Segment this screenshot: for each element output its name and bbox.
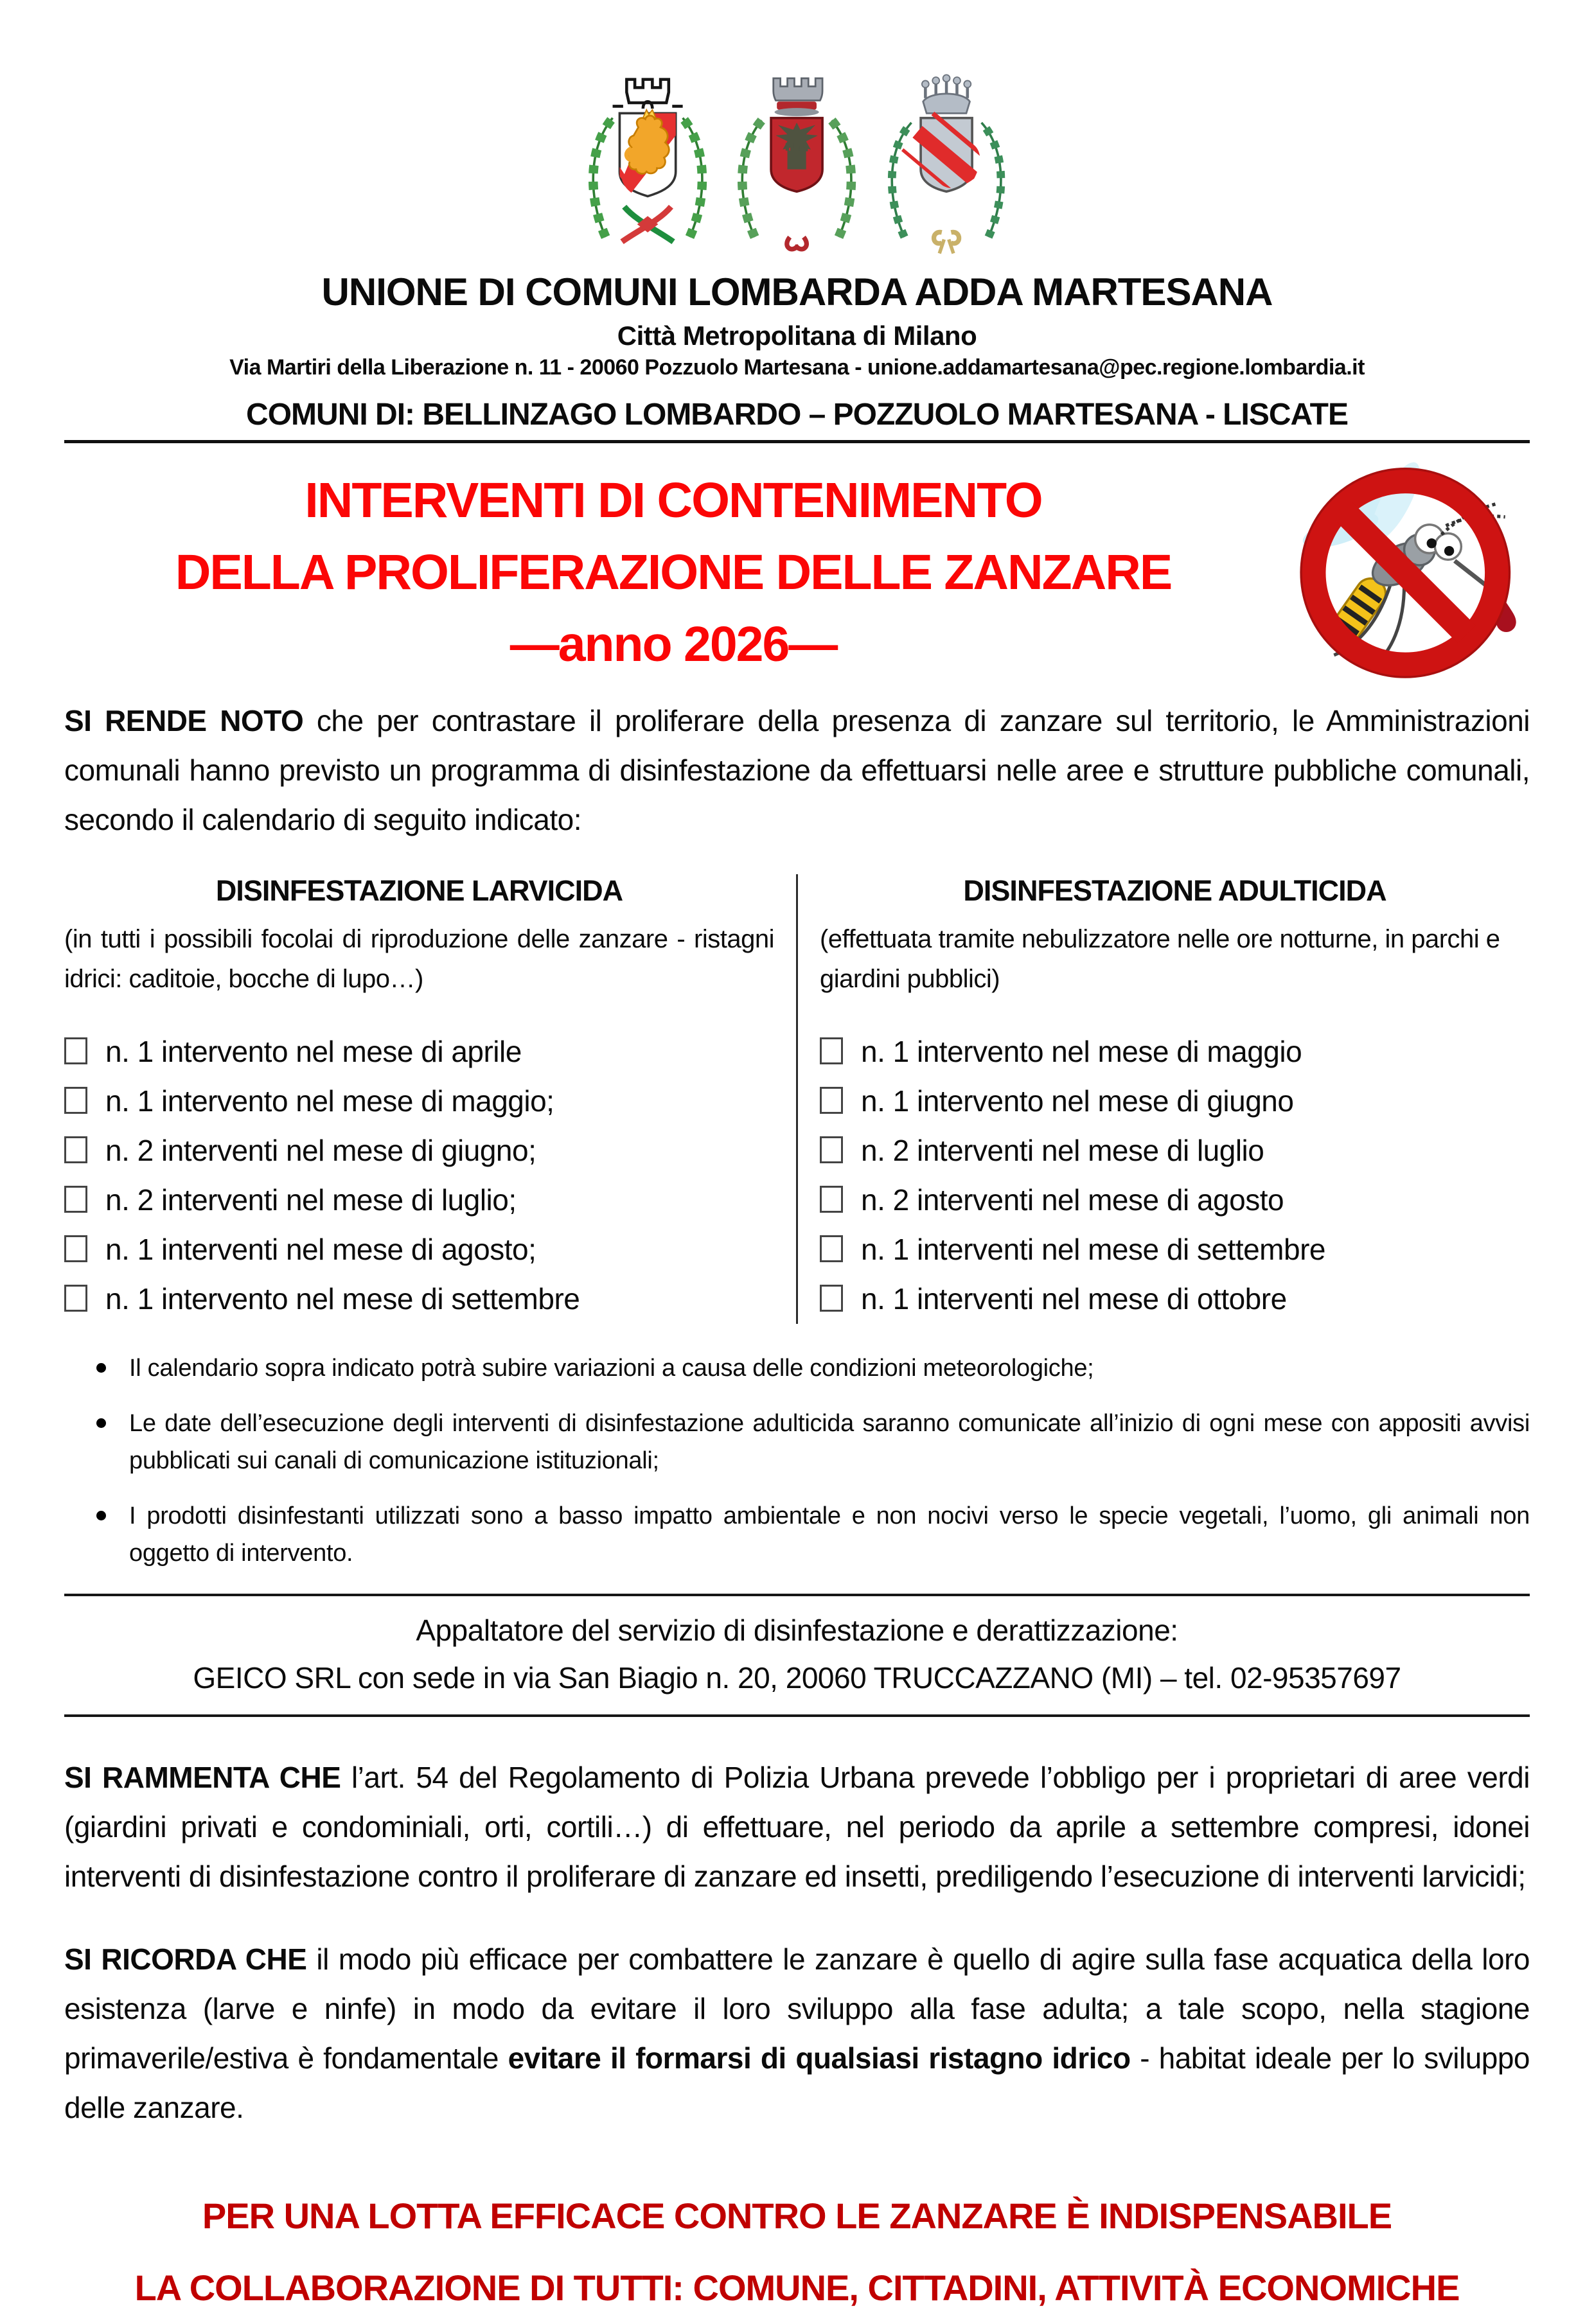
schedule-item-label: n. 1 intervento nel mese di maggio; (105, 1084, 554, 1118)
header-rule (64, 440, 1530, 443)
schedule-item (64, 1175, 774, 1225)
schedule-columns (64, 874, 1530, 1324)
header-emblems (64, 57, 1530, 257)
ballot-box-icon (64, 1136, 87, 1163)
ballot-box-icon (820, 1285, 843, 1312)
bullet-icon (96, 1418, 106, 1428)
notice-title-line-3: —anno 2026— (509, 617, 837, 672)
ballot-box-icon (820, 1087, 843, 1114)
reminder-paragraph-1 (64, 1753, 1530, 1901)
notes-list (64, 1350, 1530, 1572)
schedule-item (820, 1225, 1530, 1274)
schedule-item (820, 1077, 1530, 1126)
ballot-box-icon (820, 1136, 843, 1163)
note-item (64, 1405, 1530, 1479)
footer-slogan (64, 2180, 1530, 2324)
reminder-1-lead: SI RAMMENTA CHE (64, 1761, 341, 1794)
larvicida-column (64, 874, 796, 1324)
org-title: UNIONE DI COMUNI LOMBARDA ADDA MARTESANA (321, 270, 1273, 313)
footer-slogan-line-1: PER UNA LOTTA EFFICACE CONTRO LE ZANZARE È INDISPENSABILE (202, 2196, 1392, 2236)
schedule-item-label: n. 1 interventi nel mese di agosto; (105, 1233, 536, 1266)
ballot-box-icon (64, 1037, 87, 1064)
schedule-item (64, 1225, 774, 1274)
footer-slogan-line-2: LA COLLABORAZIONE DI TUTTI: COMUNE, CITTADINI, ATTIVITÀ ECONOMICHE (134, 2267, 1460, 2308)
note-text: Il calendario sopra indicato potrà subire variazioni a causa delle condizioni meteorologiche; (129, 1355, 1094, 1382)
ballot-box-icon (820, 1037, 843, 1064)
intro-text: che per contrastare il proliferare della presenza di zanzare sul territorio, le Amministrazioni comunali hanno previsto un programma di disinfestazione da effettuarsi nelle aree e strutture pubbliche comunali, secondo il calendario di seguito indicato: (64, 704, 1530, 836)
reminder-2-bold: evitare il formarsi di qualsiasi ristagno idrico (508, 2041, 1131, 2075)
adulticida-heading: DISINFESTAZIONE ADULTICIDA (963, 874, 1386, 907)
larvicida-list (64, 1027, 774, 1324)
intro-lead: SI RENDE NOTO (64, 704, 304, 737)
no-mosquito-icon (1288, 460, 1525, 685)
ballot-box-icon (64, 1285, 87, 1312)
schedule-item (820, 1027, 1530, 1077)
schedule-item-label: n. 1 intervento nel mese di maggio (861, 1035, 1302, 1068)
schedule-item-label: n. 2 interventi nel mese di giugno; (105, 1134, 536, 1167)
adulticida-subheading: (effettuata tramite nebulizzatore nelle ore notturne, in parchi e giardini pubblici) (820, 925, 1500, 993)
bullet-icon (96, 1511, 106, 1520)
schedule-item-label: n. 1 intervento nel mese di giugno (861, 1084, 1294, 1118)
adulticida-list (820, 1027, 1530, 1324)
reminder-1-text: l’art. 54 del Regolamento di Polizia Urbana prevede l’obbligo per i proprietari di aree verdi (giardini privati e condominiali, orti, cortili…) di effettuare, nel periodo da aprile a settembre compresi, idonei interventi di disinfestazione contro il proliferare di zanzare ed insetti, prediligendo l’esecuzione di interventi larvicidi; (64, 1761, 1530, 1893)
note-text: Le date dell’esecuzione degli interventi di disinfestazione adulticida saranno comunicate all’inizio di ogni mese con appositi avvisi pubblicati sui canali di comunicazione istituzionali; (129, 1410, 1530, 1474)
ballot-box-icon (64, 1235, 87, 1262)
pozzuolo-crest-icon (727, 64, 867, 257)
larvicida-subheading: (in tutti i possibili focolai di riproduzione delle zanzare - ristagni idrici: caditoie, bocche di lupo…) (64, 925, 774, 993)
schedule-item-label: n. 1 interventi nel mese di settembre (861, 1233, 1325, 1266)
reminder-2-text-a: il modo più efficace per combattere le zanzare è quello di agire sulla fase acquatica della loro esistenza (larve e ninfe) in modo da evitare il loro sviluppo alla fase adulta; a tale scopo, nella stagione primaverile/estiva è fondamentale (64, 1942, 1530, 2075)
schedule-item (820, 1175, 1530, 1225)
schedule-item (64, 1274, 774, 1324)
ballot-box-icon (820, 1186, 843, 1213)
note-item (64, 1497, 1530, 1572)
notice-title-block (64, 460, 1530, 685)
reminder-2-text-b: - habitat ideale per lo sviluppo delle zanzare. (64, 2041, 1530, 2124)
contractor-heading: Appaltatore del servizio di disinfestazione e derattizzazione: (416, 1614, 1178, 1647)
bellinzago-crest-icon (578, 64, 718, 257)
schedule-item-label: n. 2 interventi nel mese di luglio (861, 1134, 1264, 1167)
schedule-item (820, 1274, 1530, 1324)
adulticida-column (798, 874, 1530, 1324)
municipalities-line: COMUNI DI: BELLINZAGO LOMBARDO – POZZUOLO MARTESANA - LISCATE (246, 398, 1348, 432)
schedule-item (64, 1077, 774, 1126)
ballot-box-icon (64, 1087, 87, 1114)
note-text: I prodotti disinfestanti utilizzati sono a basso impatto ambientale e non nocivi verso le specie vegetali, l’uomo, gli animali non oggetto di intervento. (129, 1502, 1530, 1567)
org-address: Via Martiri della Liberazione n. 11 - 20060 Pozzuolo Martesana - unione.addamartesana@pec.regione.lombardia.it (229, 355, 1365, 380)
schedule-item (64, 1126, 774, 1175)
intro-paragraph (64, 696, 1530, 845)
schedule-item-label: n. 2 interventi nel mese di luglio; (105, 1183, 517, 1217)
larvicida-heading: DISINFESTAZIONE LARVICIDA (215, 874, 623, 907)
schedule-item (64, 1027, 774, 1077)
schedule-item-label: n. 1 intervento nel mese di settembre (105, 1282, 580, 1316)
schedule-item-label: n. 1 interventi nel mese di ottobre (861, 1282, 1287, 1316)
note-item (64, 1350, 1530, 1387)
bullet-icon (96, 1363, 106, 1373)
notice-title-line-2: DELLA PROLIFERAZIONE DELLE ZANZARE (175, 545, 1172, 600)
contractor-box (64, 1594, 1530, 1717)
notice-title-line-1: INTERVENTI DI CONTENIMENTO (305, 473, 1042, 528)
reminder-2-lead: SI RICORDA CHE (64, 1942, 307, 1976)
ballot-box-icon (820, 1235, 843, 1262)
schedule-item (820, 1126, 1530, 1175)
ballot-box-icon (64, 1186, 87, 1213)
contractor-details: GEICO SRL con sede in via San Biagio n. 20, 20060 TRUCCAZZANO (MI) – tel. 02-95357697 (193, 1661, 1401, 1695)
org-subtitle: Città Metropolitana di Milano (617, 321, 977, 351)
notice-title (64, 464, 1282, 680)
no-mosquito-sign-wrap (1282, 460, 1530, 685)
liscate-crest-icon (876, 64, 1016, 257)
schedule-item-label: n. 1 intervento nel mese di aprile (105, 1035, 522, 1068)
reminder-paragraph-2 (64, 1935, 1530, 2133)
schedule-item-label: n. 2 interventi nel mese di agosto (861, 1183, 1284, 1217)
